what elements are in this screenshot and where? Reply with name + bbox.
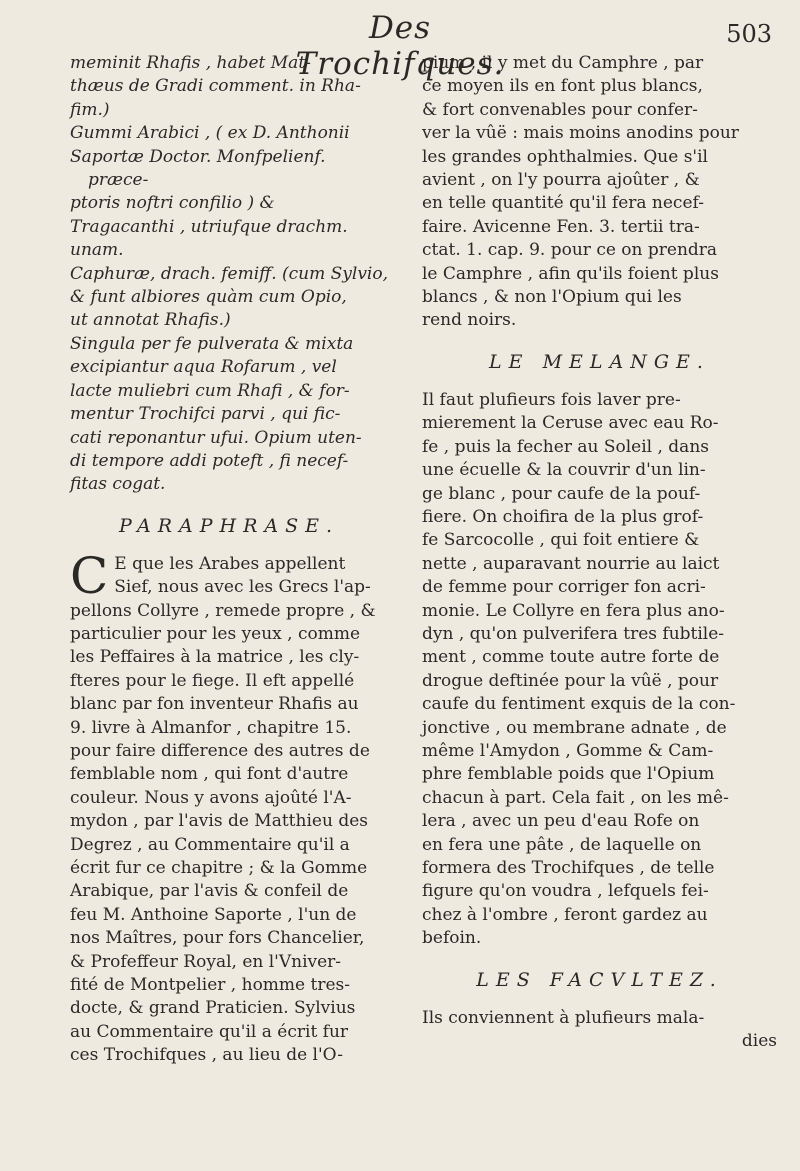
- text-line: & Profeffeur Royal, en l'Vniver-: [70, 951, 342, 972]
- text-line: & fort convenables pour confer-: [422, 99, 698, 120]
- text-line: unam.: [70, 240, 124, 261]
- text-line: les grandes ophthalmies. Que s'il: [422, 146, 708, 167]
- text-line: lacte muliebri cum Rhafi , & for-: [70, 380, 350, 401]
- text-line: & funt albiores quàm cum Opio,: [70, 287, 347, 308]
- text-line: drogue deftinée pour la vûë , pour: [422, 670, 719, 691]
- text-line: fiere. On choifira de la plus grof-: [422, 506, 704, 527]
- text-line: blancs , & non l'Opium qui les: [422, 287, 682, 308]
- text-line: fe Sarcocolle , qui foit entiere &: [422, 530, 700, 551]
- text-line: ctat. 1. cap. 9. pour ce on prendra: [422, 240, 718, 261]
- text-line: au Commentaire qu'il a écrit fur: [70, 1021, 349, 1042]
- facultez-heading: LES FACVLTEZ.: [476, 968, 723, 991]
- text-line: ptoris noftri confilio ) &: [70, 193, 275, 214]
- text-line: jonctive , ou membrane adnate , de: [422, 717, 727, 738]
- paraphrase-text: [70, 546, 388, 1068]
- text-line: caufe du fentiment exquis de la con-: [422, 694, 736, 715]
- text-line: nos Maîtres, pour fors Chancelier,: [70, 928, 365, 949]
- melange-heading: LE MELANGE.: [489, 350, 710, 373]
- text-line: même l'Amydon , Gomme & Cam-: [422, 740, 714, 761]
- text-line: particulier pour les yeux , comme: [70, 623, 361, 644]
- text-line: Degrez , au Commentaire qu'il a: [70, 834, 350, 855]
- text-line: cati reponantur ufui. Opium uten-: [70, 427, 362, 448]
- text-line: Il faut plufieurs fois laver pre-: [422, 389, 681, 410]
- text-line: écrit fur ce chapitre ; & la Gomme: [70, 858, 368, 878]
- text-line: Ils conviennent à plufieurs mala-: [422, 1007, 705, 1028]
- text-line: Tragacanthi , utriufque drachm.: [70, 216, 348, 237]
- text-line: ge blanc , pour caufe de la pouf-: [422, 483, 701, 504]
- text-line: le Camphre , afin qu'ils foient plus: [422, 263, 719, 284]
- text-line: nette , auparavant nourrie au laict: [422, 553, 720, 574]
- text-line: Singula per fe pulverata & mixta: [70, 333, 354, 354]
- text-line: blanc par fon inventeur Rhafis au: [70, 694, 359, 715]
- text-line: fe , puis la fecher au Soleil , dans: [422, 436, 709, 457]
- text-line: fim.): [70, 99, 110, 120]
- text-line: ces Trochifques , au lieu de l'O-: [70, 1045, 343, 1066]
- text-line: une écuelle & la couvrir d'un lin-: [422, 460, 706, 481]
- text-line: les Peffaires à la matrice , les cly-: [70, 647, 360, 668]
- melange-text: [422, 389, 777, 951]
- text-line: fité de Montpelier , homme tres-: [70, 975, 350, 996]
- text-line: docte, & grand Praticien. Sylvius: [70, 998, 356, 1019]
- text-line: ut annotat Rhafis.): [70, 310, 231, 331]
- text-line: fteres pour le fiege. Il eft appellé: [70, 670, 355, 691]
- text-line: rend noirs.: [422, 310, 517, 331]
- text-line: couleur. Nous y avons ajoûté l'A-: [70, 787, 352, 808]
- text-line: fitas cogat.: [70, 474, 166, 495]
- running-title: Des Trochifques.: [295, 10, 505, 82]
- text-line: mydon , par l'avis de Matthieu des: [70, 811, 368, 832]
- text-line: Sief, nous avec les Grecs l'ap-: [114, 577, 371, 598]
- text-line: befoin.: [422, 928, 482, 949]
- text-line: thæus de Gradi comment. in Rha-: [70, 76, 361, 97]
- text-line: di tempore addi poteft , fi necef-: [70, 450, 349, 471]
- text-line: phre femblable poids que l'Opium: [422, 764, 715, 785]
- text-line: mentur Trochifci parvi , qui fic-: [70, 404, 341, 425]
- text-line: formera des Trochifques , de telle: [422, 858, 715, 878]
- facultez-text: [422, 1007, 777, 1030]
- text-line: Gummi Arabici , ( ex D. Anthonii: [70, 123, 350, 144]
- left-column: [70, 52, 388, 1068]
- text-line: de femme pour corriger fon acri-: [422, 577, 706, 598]
- text-line: pour faire difference des autres de: [70, 740, 370, 761]
- text-line: ver la vûë : mais moins anodins pour: [422, 123, 739, 144]
- paraphrase-heading: PARAPHRASE.: [118, 514, 340, 537]
- text-line: feu M. Anthoine Saporte , l'un de: [70, 904, 357, 925]
- catchword: dies: [741, 1031, 777, 1052]
- text-line: faire. Avicenne Fen. 3. tertii tra-: [422, 216, 700, 237]
- text-line: femblable nom , qui font d'autre: [70, 764, 349, 785]
- text-line: E que les Arabes appellent: [114, 553, 346, 574]
- text-line: pellons Collyre , remede propre , &: [70, 600, 376, 621]
- text-line: en fera une pâte , de laquelle on: [422, 834, 702, 855]
- text-line: Saportæ Doctor. Monfpelienf. præce-: [70, 146, 326, 191]
- drop-cap: C: [70, 546, 109, 605]
- text-line: en telle quantité qu'il fera necef-: [422, 193, 704, 214]
- text-line: meminit Rhafis , habet Mat-: [70, 53, 311, 73]
- text-line: 9. livre à Almanfor , chapitre 15.: [70, 717, 352, 738]
- text-line: Arabique, par l'avis & confeil de: [70, 881, 349, 902]
- text-line: dyn , qu'on pulverifera tres fubtile-: [422, 623, 725, 644]
- text-line: monie. Le Collyre en fera plus ano-: [422, 600, 725, 621]
- text-line: chacun à part. Cela fait , on les mê-: [422, 787, 729, 808]
- text-line: figure qu'on voudra , lefquels fei-: [422, 881, 709, 902]
- text-line: excipiantur aqua Rofarum , vel: [70, 357, 337, 378]
- text-line: lera , avec un peu d'eau Rofe on: [422, 811, 700, 832]
- page-number: 503: [726, 20, 772, 48]
- intro-text: [422, 52, 777, 333]
- text-line: ce moyen ils en font plus blancs,: [422, 76, 703, 97]
- text-line: mierement la Ceruse avec eau Ro-: [422, 413, 719, 434]
- text-line: pium , il y met du Camphre , par: [422, 53, 704, 73]
- right-column: [422, 52, 777, 1053]
- text-line: Caphuræ, drach. femiff. (cum Sylvio,: [70, 263, 389, 284]
- text-line: chez à l'ombre , feront gardez au: [422, 904, 708, 925]
- latin-recipe: [70, 52, 388, 497]
- text-line: avient , on l'y pourra ajoûter , &: [422, 170, 700, 191]
- text-line: ment , comme toute autre forte de: [422, 647, 720, 668]
